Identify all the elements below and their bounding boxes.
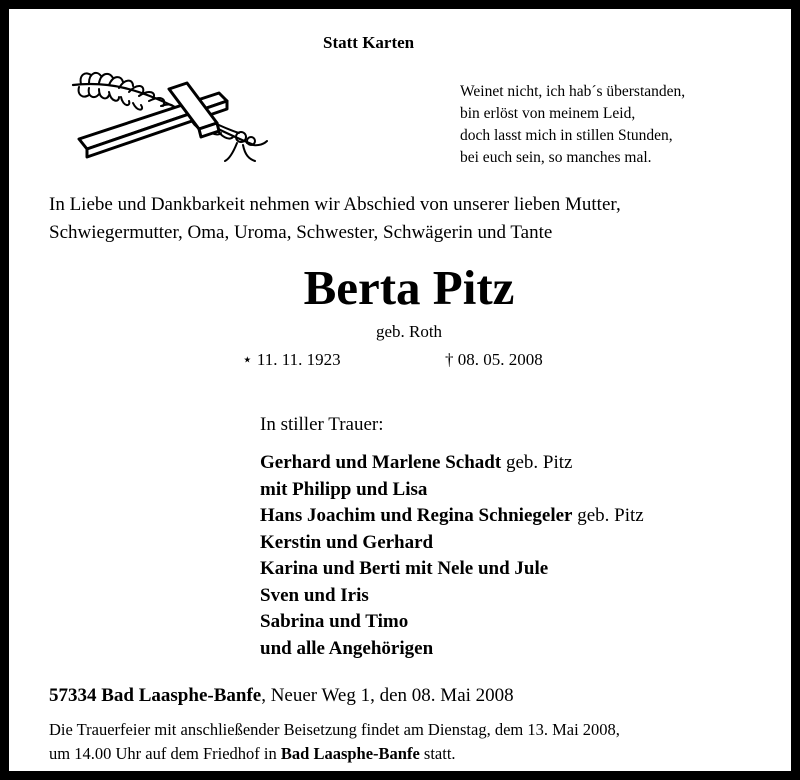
mourner-names: und alle Angehörigen: [260, 637, 434, 659]
mourner-names: Sven und Iris: [260, 584, 369, 606]
funeral-line: Die Trauerfeier mit anschließender Beisetzung findet am Dienstag, dem 13. Mai 2008,: [49, 720, 620, 739]
mourner-line: [260, 609, 644, 636]
funeral-text: statt.: [419, 744, 456, 763]
cross-with-palm-branch-icon: [69, 67, 274, 167]
mourner-names: Hans Joachim und Regina Schniegeler: [260, 505, 573, 526]
mourner-names: mit Philipp und Lisa: [260, 478, 428, 500]
mourner-line: [260, 477, 644, 504]
intro-text: [49, 191, 621, 247]
death-date: † 08. 05. 2008: [445, 350, 543, 369]
funeral-place: Bad Laasphe-Banfe: [280, 744, 420, 763]
mourner-line: [260, 450, 644, 477]
mourner-line: [260, 556, 644, 583]
intro-line: In Liebe und Dankbarkeit nehmen wir Abschied von unserer lieben Mutter,: [49, 194, 621, 215]
mourner-note: geb. Pitz: [501, 452, 573, 473]
intro-line: Schwiegermutter, Oma, Uroma, Schwester, Schwägerin und Tante: [49, 222, 553, 243]
address-place: 57334 Bad Laasphe-Banfe: [49, 685, 262, 706]
mourner-line: [260, 503, 644, 530]
address-rest: , Neuer Weg 1, den 08. Mai 2008: [261, 685, 514, 706]
mourner-names: Gerhard und Marlene Schadt: [260, 452, 502, 473]
funeral-notice: [49, 718, 620, 766]
mourner-line: [260, 583, 644, 610]
poem-line: Weinet nicht, ich hab´s überstanden,: [460, 83, 686, 100]
statt-karten-heading: Statt Karten: [323, 33, 415, 52]
maiden-name: geb. Roth: [375, 322, 443, 341]
mourner-line: [260, 530, 644, 557]
poem-line: bei euch sein, so manches mal.: [460, 149, 652, 166]
poem-line: bin erlöst von meinem Leid,: [460, 105, 636, 122]
deceased-name: Berta Pitz: [303, 260, 515, 315]
mourner-names: Kerstin und Gerhard: [260, 531, 434, 553]
funeral-line: [49, 742, 620, 766]
mourner-line: [260, 636, 644, 663]
funeral-text: um 14.00 Uhr auf dem Friedhof in: [49, 744, 281, 763]
mourner-note: geb. Pitz: [572, 505, 644, 526]
mourners-list: [260, 450, 644, 662]
mourner-names: Karina und Berti mit Nele und Jule: [260, 558, 549, 579]
mourning-heading: In stiller Trauer:: [260, 414, 384, 435]
mourner-names: Sabrina und Timo: [260, 611, 409, 632]
poem: [460, 81, 685, 169]
poem-line: doch lasst mich in stillen Stunden,: [460, 127, 673, 144]
address-line: [49, 685, 514, 707]
birth-date: ⋆ 11. 11. 1923: [242, 350, 341, 369]
